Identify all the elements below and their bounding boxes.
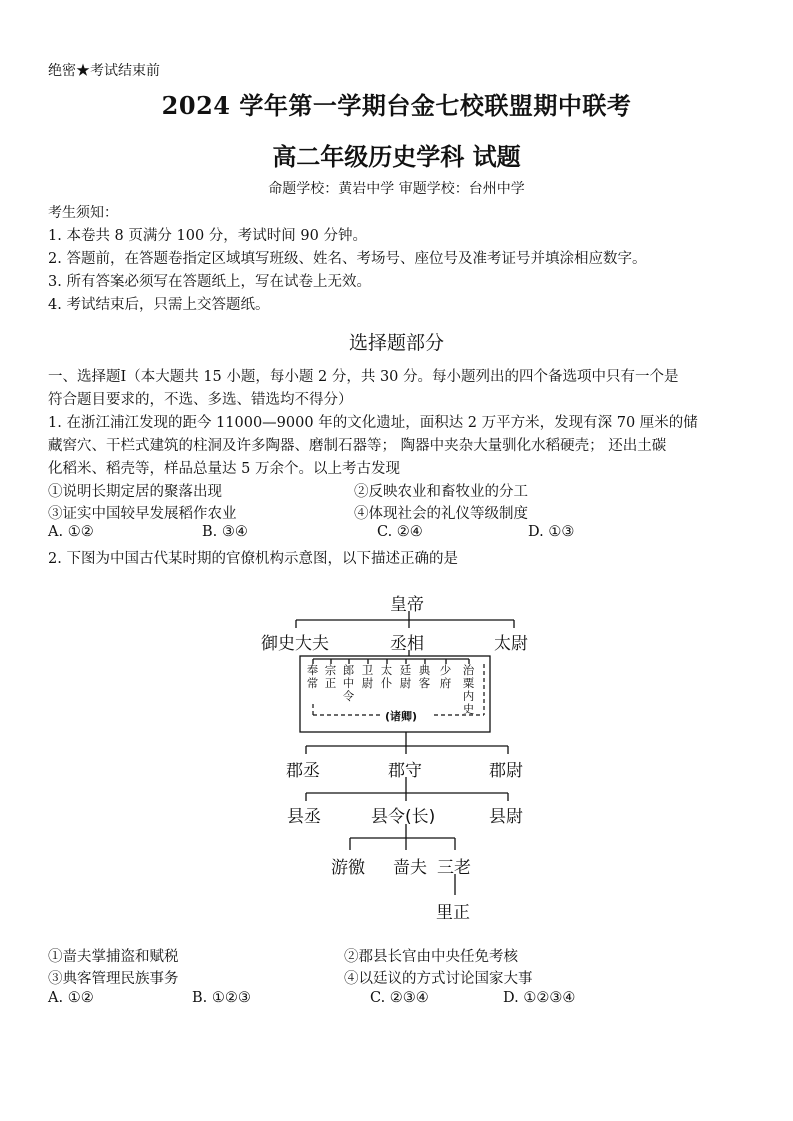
q1-option: ①说明长期定居的聚落出现 [48, 484, 222, 500]
node-chengxiang: 丞相 [390, 634, 424, 654]
q2-option: ②郡县长官由中央任免考核 [344, 949, 518, 965]
minister-zongzheng: 宗正 [324, 663, 337, 690]
node-juncheng: 郡丞 [286, 761, 320, 781]
label-zhuqing: (诸卿) [385, 710, 418, 723]
part1-intro: 符合题目要求的，不选、多选、错选均不得分） [48, 392, 353, 408]
node-sanlao: 三老 [437, 858, 471, 878]
q2-answer-c[interactable]: C. ②③④ [370, 990, 429, 1006]
q2-stem: 2. 下图为中国古代某时期的官僚机构示意图，以下描述正确的是 [48, 551, 458, 567]
node-youjiao: 游徼 [331, 858, 365, 878]
q2-answer-a[interactable]: A. ①② [48, 990, 94, 1006]
minister-fengchang: 奉常 [306, 663, 319, 690]
minister-shaofu: 少府 [439, 663, 452, 690]
node-xiancheng: 县丞 [287, 807, 321, 827]
part1-intro: 一、选择题Ⅰ（本大题共 15 小题，每小题 2 分，共 30 分。每小题列出的四个备选项中只有一个是 [48, 369, 679, 385]
q2-option: ④以廷议的方式讨论国家大事 [344, 971, 533, 987]
q1-answer-d[interactable]: D. ①③ [528, 524, 575, 540]
q1-answer-a[interactable]: A. ①② [48, 524, 94, 540]
secret-mark: 绝密★考试结束前 [48, 63, 160, 79]
q1-stem: 藏窖穴、干栏式建筑的柱洞及许多陶器、磨制石器等； 陶器中夹杂大量驯化水稻硬壳； 还出土碳 [48, 438, 667, 454]
notice-item: 4. 考试结束后，只需上交答题纸。 [48, 297, 270, 313]
subject-title: 高二年级历史学科 试题 [272, 142, 521, 171]
notice-title: 考生须知： [48, 205, 118, 221]
node-xianwei: 县尉 [489, 807, 523, 827]
q1-stem: 1. 在浙江浦江发现的距今 11000—9000 年的文化遗址，面积达 2 万平方米，发现有深 70 厘米的储 [48, 415, 698, 431]
node-lizheng: 里正 [436, 903, 470, 923]
q1-answer-b[interactable]: B. ③④ [202, 524, 248, 540]
node-taiwei: 太尉 [494, 634, 528, 654]
node-junwei: 郡尉 [489, 761, 523, 781]
q1-option: ②反映农业和畜牧业的分工 [354, 484, 528, 500]
exam-title: 2024 学年第一学期台金七校联盟期中联考 [161, 91, 632, 120]
section-title: 选择题部分 [348, 332, 444, 354]
notice-item: 1. 本卷共 8 页满分 100 分，考试时间 90 分钟。 [48, 228, 367, 244]
q1-option: ④体现社会的礼仪等级制度 [354, 506, 528, 522]
q2-option: ①啬夫掌捕盗和赋税 [48, 949, 179, 965]
q1-answer-c[interactable]: C. ②④ [377, 524, 423, 540]
node-emperor: 皇帝 [390, 595, 424, 615]
minister-taipu: 太仆 [380, 663, 393, 690]
minister-dianke: 典客 [418, 663, 431, 690]
q1-option: ③证实中国较早发展稻作农业 [48, 506, 237, 522]
node-junshou: 郡守 [388, 761, 422, 781]
minister-weiwei: 卫尉 [361, 663, 374, 690]
minister-tingwei: 廷尉 [399, 663, 412, 690]
q2-option: ③典客管理民族事务 [48, 971, 179, 987]
minister-zhisu-neishi: 治粟内史 [462, 663, 475, 716]
minister-langzhongling: 郎中令 [342, 663, 355, 703]
node-sefu: 啬夫 [393, 858, 427, 878]
node-xianling: 县令(长) [371, 807, 436, 827]
q2-answer-b[interactable]: B. ①②③ [192, 990, 251, 1006]
schools-line: 命题学校：黄岩中学 审题学校：台州中学 [268, 181, 525, 197]
notice-item: 2. 答题前，在答题卷指定区域填写班级、姓名、考场号、座位号及准考证号并填涂相应数字。 [48, 251, 647, 267]
q2-answer-d[interactable]: D. ①②③④ [503, 990, 576, 1006]
notice-item: 3. 所有答案必须写在答题纸上，写在试卷上无效。 [48, 274, 371, 290]
q1-stem: 化稻米、稻壳等，样品总量达 5 万余个。以上考古发现 [48, 461, 400, 477]
node-yushi-dafu: 御史大夫 [261, 634, 329, 654]
